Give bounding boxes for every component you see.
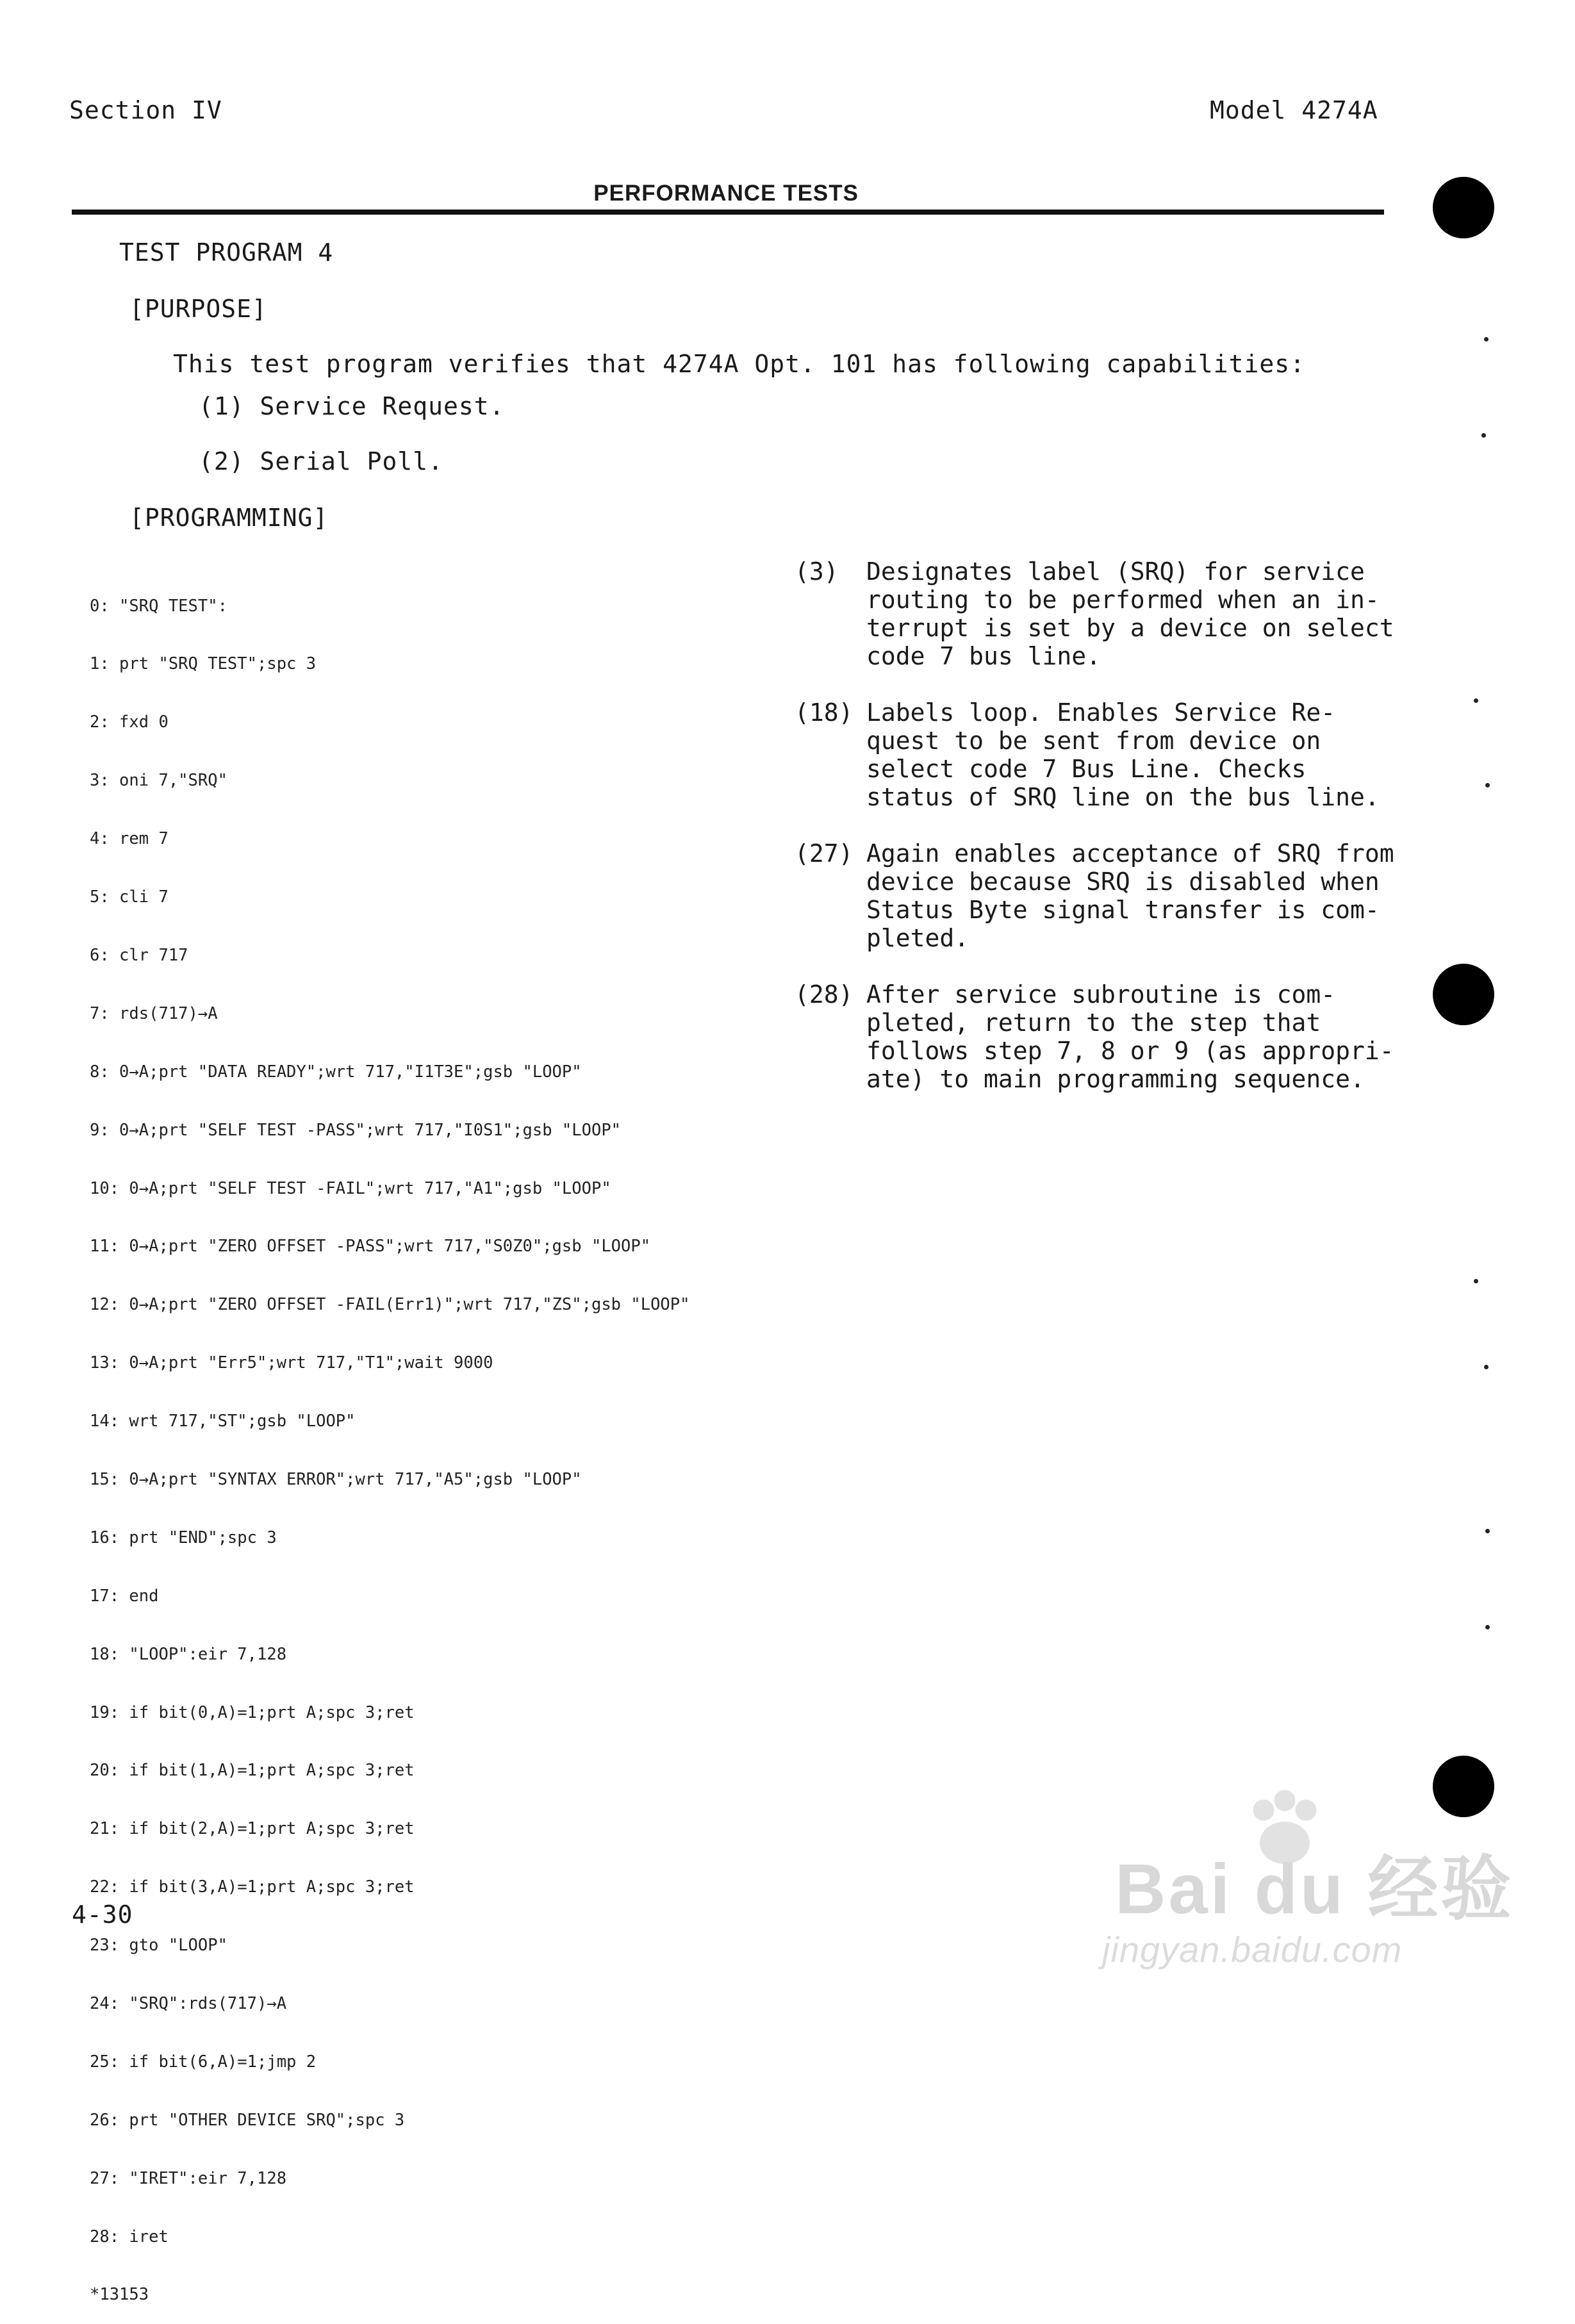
code-line: 25: if bit(6,A)=1;jmp 2: [90, 2052, 317, 2072]
code-line: 8: 0→A;prt "DATA READY";wrt 717,"I1T3E";gsb "LOOP": [90, 1062, 582, 1082]
watermark-brand: Bai du 经验: [1115, 1850, 1514, 1929]
code-line: 18: "LOOP":eir 7,128: [90, 1644, 287, 1664]
code-line: 10: 0→A;prt "SELF TEST -FAIL";wrt 717,"A1";gsb "LOOP": [90, 1178, 611, 1198]
code-line: 17: end: [90, 1586, 159, 1606]
code-line: 3: oni 7,"SRQ": [90, 771, 227, 791]
code-line: 6: clr 717: [90, 945, 188, 965]
code-line: 27: "IRET":eir 7,128: [90, 2168, 287, 2188]
purpose-intro: This test program verifies that 4274A Opt. 101 has following capabilities:: [173, 350, 1305, 378]
code-line: 28: iret: [90, 2227, 169, 2246]
page-title: PERFORMANCE TESTS: [593, 181, 859, 206]
code-line: 11: 0→A;prt "ZERO OFFSET -PASS";wrt 717,"S0Z0";gsb "LOOP": [90, 1237, 651, 1257]
scan-speck: [1484, 1365, 1488, 1369]
model-label: Model 4274A: [1210, 96, 1378, 124]
code-line: 5: cli 7: [90, 887, 169, 907]
code-line: 9: 0→A;prt "SELF TEST -PASS";wrt 717,"I0S1";gsb "LOOP": [90, 1120, 622, 1140]
note-number: (28): [795, 980, 853, 1009]
note-number: (3): [795, 557, 839, 586]
scan-speck: [1485, 1625, 1490, 1629]
code-line: 7: rds(717)→A: [90, 1003, 218, 1023]
code-line: 22: if bit(3,A)=1;prt A;spc 3;ret: [90, 1877, 415, 1897]
code-line: 1: prt "SRQ TEST";spc 3: [90, 654, 317, 674]
program-title: TEST PROGRAM 4: [119, 238, 334, 267]
code-listing: [90, 557, 690, 2324]
page-number: 4-30: [72, 1900, 133, 1929]
code-line: 0: "SRQ TEST":: [90, 596, 227, 616]
scan-speck: [1474, 698, 1478, 703]
header-rule: [72, 210, 1384, 215]
code-line: 4: rem 7: [90, 829, 169, 849]
scan-speck: [1485, 783, 1490, 787]
note-item: [795, 839, 1435, 952]
scan-speck: [1485, 1529, 1490, 1533]
code-line: 19: if bit(0,A)=1;prt A;spc 3;ret: [90, 1702, 415, 1722]
purpose-heading: [PURPOSE]: [129, 295, 267, 323]
code-line: 20: if bit(1,A)=1;prt A;spc 3;ret: [90, 1761, 415, 1781]
purpose-item: (2) Serial Poll.: [199, 447, 444, 475]
note-text: After service subroutine is com- pleted, return to the step that follows step 7, 8 or 9 (as appropri- ate) to main programming sequence.: [866, 980, 1394, 1093]
code-line: 14: wrt 717,"ST";gsb "LOOP": [90, 1412, 356, 1431]
code-line: *13153: [90, 2285, 149, 2305]
code-line: 2: fxd 0: [90, 713, 169, 732]
purpose-item: (1) Service Request.: [199, 392, 505, 420]
code-line: 13: 0→A;prt "Err5";wrt 717,"T1";wait 9000: [90, 1353, 493, 1373]
watermark-url: jingyan.baidu.com: [1102, 1929, 1403, 1970]
binder-hole: [1433, 177, 1494, 238]
note-text: Labels loop. Enables Service Re- quest to be sent from device on select code 7 Bus Line. Checks status of SRQ line on the bus line.: [866, 698, 1380, 811]
code-line: 24: "SRQ":rds(717)→A: [90, 1993, 287, 2013]
code-line: 21: if bit(2,A)=1;prt A;spc 3;ret: [90, 1819, 415, 1839]
note-item: [795, 698, 1435, 811]
note-number: (27): [795, 839, 853, 868]
section-label: Section IV: [69, 96, 222, 124]
note-number: (18): [795, 698, 853, 727]
note-item: [795, 557, 1435, 670]
scan-speck: [1484, 337, 1488, 342]
binder-hole: [1433, 1756, 1494, 1817]
code-line: 16: prt "END";spc 3: [90, 1528, 277, 1547]
code-line: 12: 0→A;prt "ZERO OFFSET -FAIL(Err1)";wrt 717,"ZS";gsb "LOOP": [90, 1295, 690, 1315]
binder-hole: [1433, 964, 1494, 1025]
code-line: 23: gto "LOOP": [90, 1936, 227, 1956]
code-line: 26: prt "OTHER DEVICE SRQ";spc 3: [90, 2110, 405, 2130]
code-line: 15: 0→A;prt "SYNTAX ERROR";wrt 717,"A5";gsb "LOOP": [90, 1469, 582, 1489]
programming-heading: [PROGRAMMING]: [129, 504, 329, 532]
notes-column: [795, 557, 1435, 1121]
scan-speck: [1474, 1279, 1478, 1283]
note-text: Designates label (SRQ) for service routing to be performed when an in- terrupt is set by a device on select code 7 bus line.: [866, 557, 1394, 670]
scan-speck: [1481, 433, 1486, 438]
note-item: [795, 980, 1435, 1093]
note-text: Again enables acceptance of SRQ from device because SRQ is disabled when Status Byte signal transfer is com- pleted.: [866, 839, 1394, 952]
